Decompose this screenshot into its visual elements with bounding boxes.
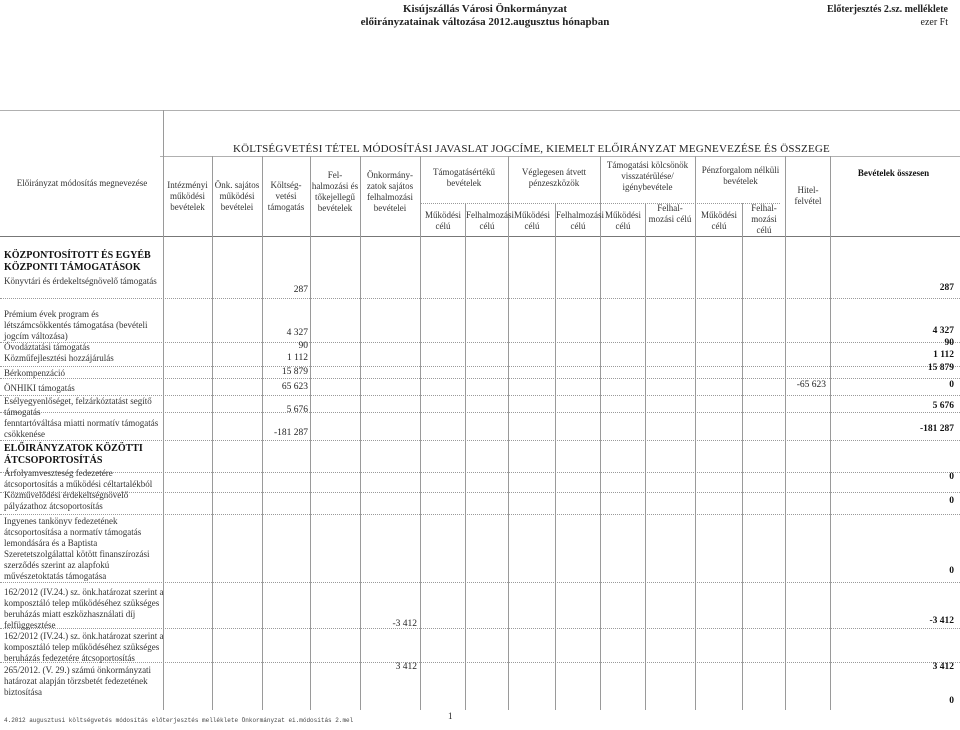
cell-total: 0 — [949, 472, 954, 482]
col-header-g4-mukodesi: Működési célú — [701, 210, 737, 231]
title-line-1: Kisújszállás Városi Önkormányzat — [403, 3, 567, 15]
row-label: KÖZPONTOSÍTOTT ÉS EGYÉB KÖZPONTI TÁMOGATÁSOK — [4, 250, 151, 273]
cell-koltsegvetesi: 65 623 — [281, 382, 308, 392]
cell-total: 0 — [949, 696, 954, 706]
col-header-intezmenyi: Intézményi működési bevételek — [167, 180, 208, 212]
cell-total: 1 112 — [933, 350, 954, 360]
col-header-g2-mukodesi: Működési célú — [514, 210, 550, 231]
cell-koltsegvetesi: 287 — [293, 285, 308, 295]
col-header-g3-felhalmozasi: Felhal-mozási célú — [648, 203, 692, 224]
row-label: Óvodáztatási támogatás — [4, 342, 90, 352]
col-group-tamogatasertaku: Támogatásértékű bevételek — [433, 167, 495, 188]
title-line-2: előirányzatainak változása 2012.augusztus hónapban — [360, 16, 610, 28]
row-label: ÖNHIKI támogatás — [4, 383, 75, 393]
cell-total: 4 327 — [932, 326, 954, 336]
col-group-kolcsonok: Támogatási kölcsönök visszatérülése/ igénybevétele — [606, 160, 689, 192]
col-header-onk-felhalmozasi: Önkormány-zatok sajátos felhalmozási bevételei — [366, 170, 414, 213]
col-header-name: Előirányzat módosítás megnevezése — [16, 178, 148, 188]
row-label: Könyvtári és érdekeltségnövelő támogatás — [4, 276, 157, 286]
col-header-onk-sajatos: Önk. sajátos működési bevételei — [214, 180, 260, 212]
col-header-g4-felhalmozasi: Felhal-mozási célú — [751, 203, 777, 235]
row-label: ELŐIRÁNYZATOK KÖZÖTTI ÁTCSOPORTOSÍTÁS — [4, 443, 143, 466]
col-header-g2-felhalmozasi: Felhalmozási célú — [556, 210, 604, 231]
col-header-koltsegvetesi: Költség-vetési támogatás — [267, 180, 305, 212]
row-label: Prémium évek program és létszámcsökkentés támogatása (bevételi jogcím változása) — [4, 309, 148, 341]
col-header-g3-mukodesi: Működési célú — [605, 210, 641, 231]
cell-total: -181 287 — [919, 424, 954, 434]
row-label: 162/2012 (IV.24.) sz. önk.határozat szerint a komposztáló telep működéséhez szükséges beruházás miatt eszközhasználati díj felfüggesztése — [4, 587, 164, 630]
row-label: 162/2012 (IV.24.) sz. önk.határozat szerint a komposztáló telep működéséhez szükséges beruházás fedezetére átcsoportosítás — [4, 631, 164, 663]
col-header-felhalmozasi: Fel-halmozási és tőkejellegű bevételek — [311, 170, 359, 213]
cell-total: 5 676 — [932, 401, 954, 411]
row-label: Közműfejlesztési hozzájárulás — [4, 353, 114, 363]
col-group-penzforgalom: Pénzforgalom nélküli bevételek — [701, 165, 780, 186]
cell-koltsegvetesi: 1 112 — [286, 353, 308, 363]
cell-koltsegvetesi: 15 879 — [281, 367, 308, 377]
col-header-hitelfelvetel: Hitel-felvétel — [794, 185, 822, 206]
row-label: Közművelődési érdekeltségnövelő pályázathoz átcsoportosítás — [4, 490, 129, 511]
col-header-g1-mukodesi: Működési célú — [425, 210, 461, 231]
col-header-bevetelek-osszesen: Bevételek összesen — [857, 168, 930, 178]
cell-koltsegvetesi: -181 287 — [273, 428, 308, 438]
file-path-footer: 4.2012 augusztusi költségvetés módosítás előterjesztés melléklete Önkormányzat ei.módosítás 2.mel — [4, 717, 354, 724]
document-title — [355, 3, 615, 29]
document-reference — [827, 3, 948, 29]
cell-koltsegvetesi: 4 327 — [286, 328, 308, 338]
row-label: fenntartóváltása miatti normatív támogatás csökkenése — [4, 418, 159, 439]
cell-onk-felhalmozasi: -3 412 — [392, 619, 417, 629]
cell-total: 15 879 — [927, 363, 954, 373]
cell-total: 287 — [939, 283, 954, 293]
row-label: Bérkompenzáció — [4, 368, 65, 378]
col-header-g1-felhalmozasi: Felhalmozási célú — [466, 210, 514, 231]
unit-label: ezer Ft — [920, 17, 948, 28]
page-number: 1 — [448, 711, 453, 721]
row-label: 265/2012. (V. 29.) számú önkormányzati határozat alapján törzsbetét fedezetének biztosítása — [4, 665, 152, 697]
cell-koltsegvetesi: 5 676 — [286, 405, 308, 415]
section-title: KÖLTSÉGVETÉSI TÉTEL MÓDOSÍTÁSI JAVASLAT JOGCÍME, KIEMELT ELŐIRÁNYZAT MEGNEVEZÉSE ÉS ÖSSZEGE — [233, 143, 830, 155]
cell-hitelfelvetel: -65 623 — [796, 380, 826, 390]
col-group-veglegesen: Véglegesen átvett pénzeszközök — [521, 167, 587, 188]
cell-koltsegvetesi: 90 — [298, 341, 308, 351]
row-label: Esélyegyenlőséget, felzárkóztatást segítő támogatás — [4, 396, 152, 417]
cell-total: 0 — [949, 566, 954, 576]
attachment-label: Előterjesztés 2.sz. melléklete — [826, 4, 948, 15]
row-label: Ingyenes tankönyv fedezetének átcsoportosítása a normatív támogatás lemondására és a Baptista Szeretetszolgálattal kötött finanszírozási szerződés szerint az alapfokú művészetoktatás támogatása — [4, 516, 150, 581]
cell-total: 90 — [944, 338, 954, 348]
cell-total: 0 — [949, 380, 954, 390]
cell-total: 3 412 — [932, 662, 954, 672]
row-label: Árfolyamveszteség fedezetére átcsoportosítás a működési céltartalékból — [4, 468, 153, 489]
cell-total: 0 — [949, 496, 954, 506]
cell-onk-felhalmozasi: 3 412 — [395, 662, 417, 672]
cell-total: -3 412 — [929, 616, 954, 626]
